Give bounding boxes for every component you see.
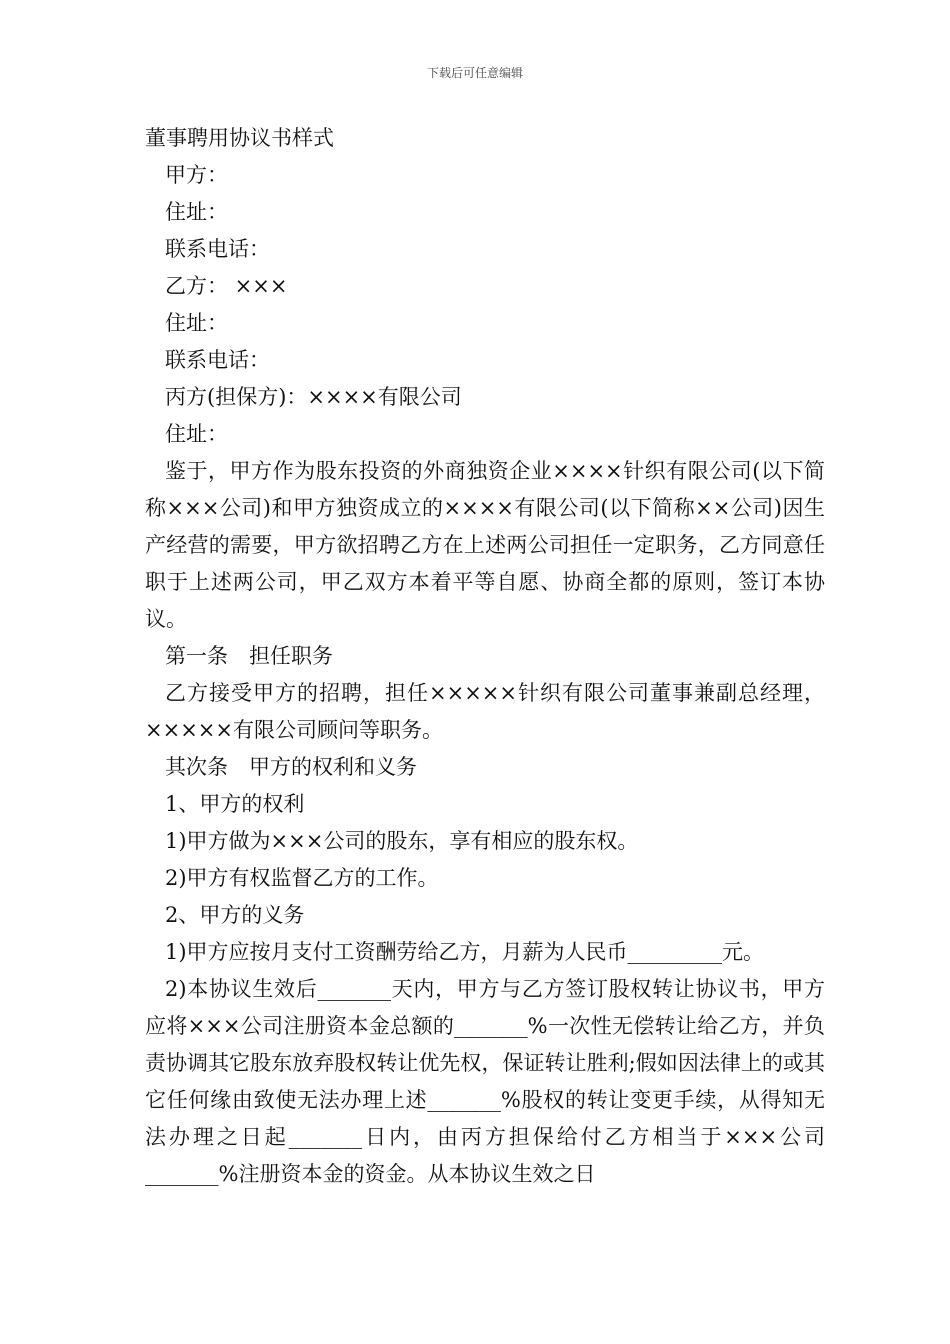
party-c-label: 丙方(担保方)：××××有限公司 (165, 385, 462, 409)
party-a-address: 住址： (165, 200, 228, 224)
party-b-label: 乙方： ××× (165, 274, 288, 298)
party-b-address: 住址： (165, 311, 228, 335)
duties-heading: 2、甲方的义务 (165, 903, 305, 927)
party-a-label: 甲方： (165, 163, 228, 187)
party-b-phone: 联系电话： (165, 348, 270, 372)
right-item-2: 2)甲方有权监督乙方的工作。 (165, 866, 439, 890)
party-a-phone: 联系电话： (165, 237, 270, 261)
rights-heading: 1、甲方的权利 (165, 792, 305, 816)
article-1-heading: 第一条 担任职务 (165, 644, 333, 668)
duty-item-1: 1)甲方应按月支付工资酬劳给乙方，月薪为人民币_________元。 (165, 940, 765, 964)
document-title: 董事聘用协议书样式 (145, 126, 334, 150)
party-c-address: 住址： (165, 422, 228, 446)
intro-paragraph: 鉴于，甲方作为股东投资的外商独资企业××××针织有限公司(以下简称×××公司)和甲方独资成立的××××有限公司(以下简称××公司)因生产经营的需要，甲方欲招聘乙方在上述两公司担任一定职务，乙方同意任职于上述两公司，甲乙双方本着平等自愿、协商全都的原则，签订本协议。 (145, 459, 825, 631)
right-item-1: 1)甲方做为×××公司的股东，享有相应的股东权。 (165, 829, 639, 853)
duty-item-2: 2)本协议生效后_______天内，甲方与乙方签订股权转让协议书，甲方应将×××公司注册资本金总额的_______%一次性无偿转让给乙方，并负责协调其它股东放弃股权转让优先权，保证转让胜利;假如因法律上的或其它任何缘由致使无法办理上述_______%股权的转让变更手续，从得知无法办理之日起_______日内，由丙方担保给付乙方相当于×××公司_______%注册资本金的资金。从本协议生效之日 (145, 977, 825, 1186)
page-header: 下载后可任意编辑 (426, 66, 523, 80)
document-body (145, 120, 825, 1193)
article-1-text: 乙方接受甲方的招聘，担任×××××针织有限公司董事兼副总经理，×××××有限公司顾问等职务。 (145, 681, 825, 742)
article-2-heading: 其次条 甲方的权利和义务 (165, 755, 417, 779)
